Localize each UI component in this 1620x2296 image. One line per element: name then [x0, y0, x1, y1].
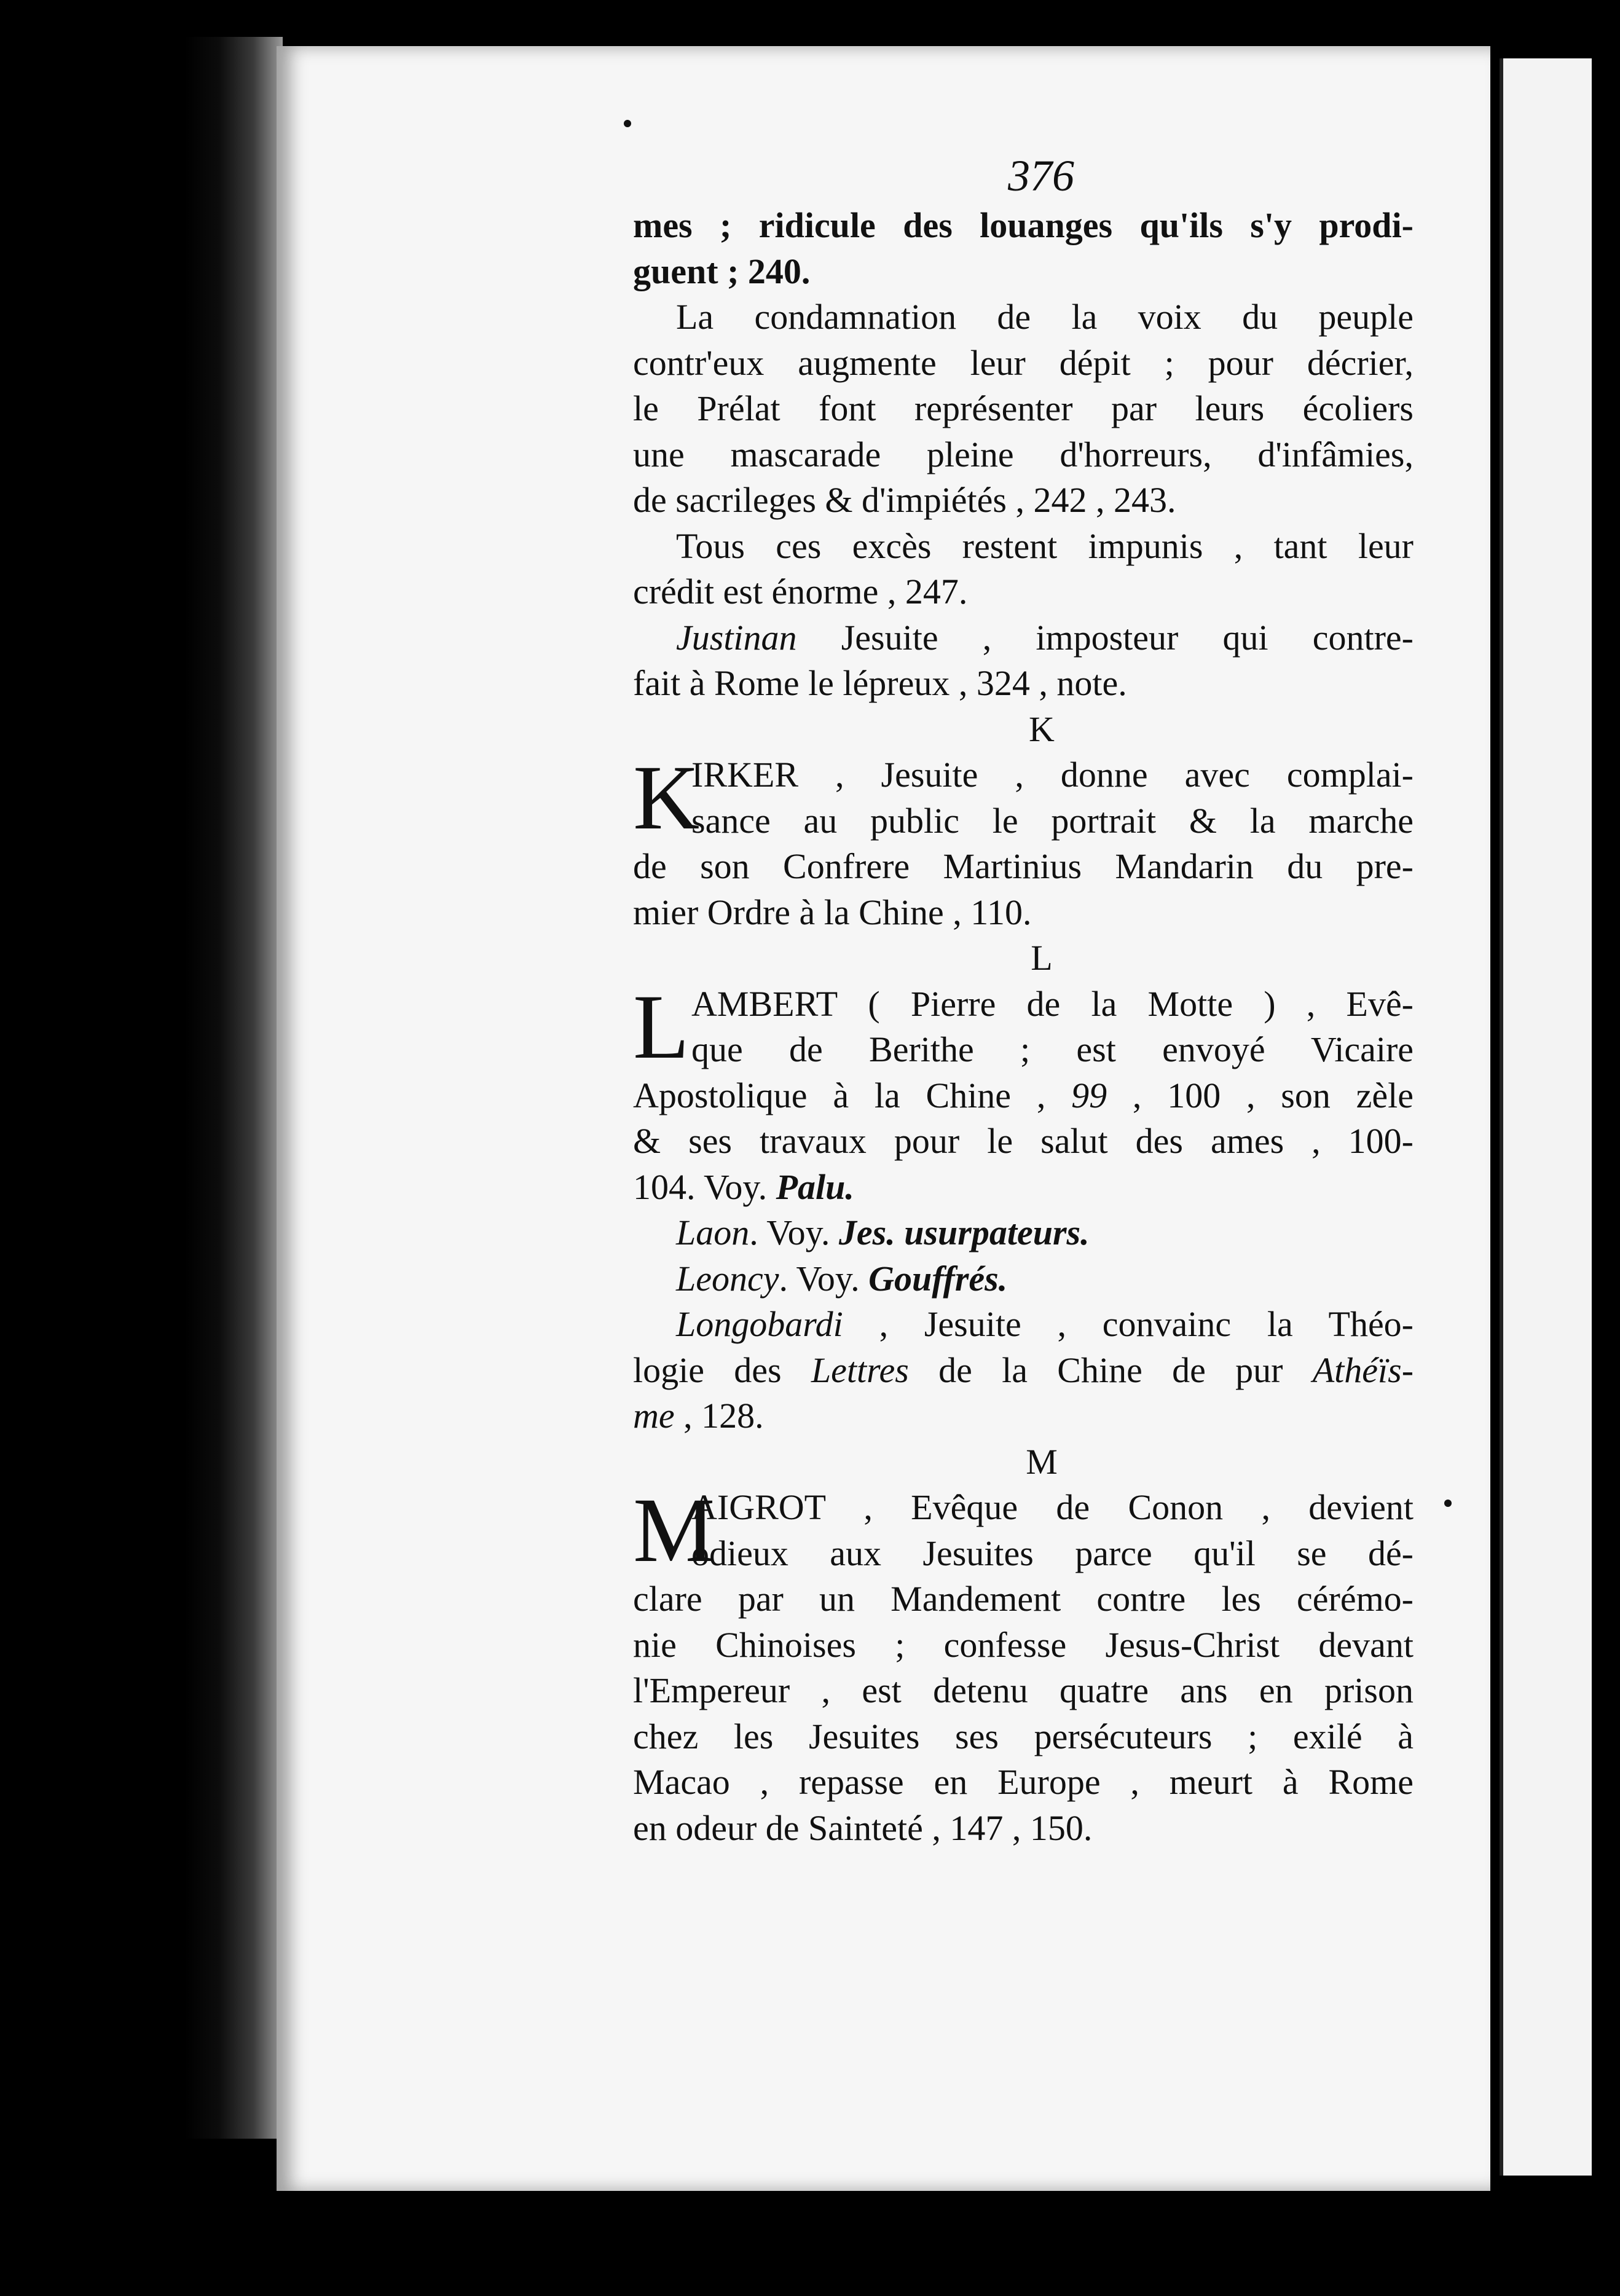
entry-name: Longobardi [676, 1304, 843, 1344]
entry-text: , 128. [674, 1396, 764, 1436]
cross-reference: Palu. [776, 1166, 854, 1207]
cross-reference: Gouffrés. [868, 1258, 1008, 1299]
entry-text: logie des [633, 1350, 811, 1390]
text-line: & ses travaux pour le salut des ames , 100- [633, 1121, 1414, 1161]
text-line: de sacrileges & d'impiétés , 242 , 243. [633, 480, 1176, 520]
cross-reference: Jes. usurpateurs. [838, 1213, 1090, 1252]
text-line [633, 752, 1414, 798]
text-line: chez les Jesuites ses persécuteurs ; exilé à [633, 1716, 1414, 1756]
text-line: La condamnation de la voix du peuple [676, 297, 1414, 337]
entry-text: Jesuite , imposteur qui contre- [796, 617, 1414, 658]
text-line: guent ; 240. [633, 251, 811, 291]
text-line: crédit est énorme , 247. [633, 572, 968, 611]
text-line: mes ; ridicule des louanges qu'ils s'y prodi- [633, 205, 1414, 245]
text-line [633, 1348, 1414, 1394]
emphasis: Athéïs- [1312, 1350, 1414, 1390]
emphasis: me [633, 1396, 675, 1436]
text-line: odieux aux Jesuites parce qu'il se dé- [691, 1533, 1414, 1573]
text-line [633, 1210, 1414, 1256]
text-line: clare par un Mandement contre les cérémo- [633, 1579, 1414, 1619]
text-line: mier Ordre à la Chine , 110. [633, 892, 1032, 932]
entry-maigrot [633, 1479, 1414, 1851]
letter-heading-k: K [1029, 709, 1055, 749]
text-line [633, 1302, 1414, 1348]
text-line: de son Confrere Martinius Mandarin du pre- [633, 846, 1414, 886]
entry-laon [633, 1210, 1414, 1256]
entry-text: . Voy. [749, 1213, 839, 1252]
text-line [633, 1256, 1414, 1302]
entry-name: AMBERT [691, 983, 838, 1024]
facing-page-edge [1500, 58, 1592, 2176]
emphasis: Lettres [811, 1350, 909, 1390]
text-line: contr'eux augmente leur dépit ; pour décrier, [633, 342, 1414, 383]
entry-kirker [633, 747, 1414, 935]
index-text [633, 203, 1414, 1851]
text-line [633, 1485, 1414, 1531]
drop-cap: K [633, 747, 700, 849]
page-number: 376 [1008, 151, 1074, 200]
entry-leoncy [633, 1256, 1414, 1302]
drop-cap: L [633, 975, 690, 1078]
text-line [633, 1165, 1414, 1211]
page-ref: 99 [1071, 1075, 1107, 1115]
letter-heading-m: M [1026, 1441, 1058, 1482]
entry-name: IRKER [691, 755, 798, 795]
entry-name: Laon [676, 1213, 750, 1252]
text-line: nie Chinoises ; confesse Jesus-Christ devant [633, 1624, 1414, 1665]
entry-text: ( Pierre de la Motte ) , Evê- [837, 983, 1414, 1024]
ink-dot [1444, 1500, 1452, 1507]
ink-dot [624, 120, 631, 127]
text-line: en odeur de Sainteté , 147 , 150. [633, 1807, 1093, 1848]
text-line [633, 1073, 1414, 1119]
exces-paragraph [633, 524, 1414, 615]
entry-text: . Voy. [779, 1258, 869, 1299]
text-line: fait à Rome le lépreux , 324 , note. [633, 663, 1127, 703]
entry-text: Apostolique à la Chine , [633, 1075, 1072, 1115]
entry-lambert [633, 975, 1414, 1211]
condamnation-paragraph [633, 294, 1414, 524]
book-spine-shadow [184, 37, 283, 2139]
drop-cap: M [633, 1479, 715, 1581]
entry-text: , Evêque de Conon , devient [825, 1487, 1414, 1527]
text-line: Tous ces excès restent impunis , tant leur [676, 525, 1414, 566]
text-line [633, 1393, 1414, 1439]
text-line: sance au public le portrait & la marche [691, 800, 1414, 841]
text-line: Macao , repasse en Europe , meurt à Rome [633, 1762, 1414, 1802]
entry-text: de la Chine de pur [908, 1350, 1313, 1390]
entry-name: Leoncy [676, 1258, 779, 1299]
text-line: l'Empereur , est detenu quatre ans en prison [633, 1670, 1414, 1710]
entry-text: , Jesuite , convainc la Théo- [843, 1304, 1414, 1344]
text-line: le Prélat font représenter par leurs écoliers [633, 388, 1414, 428]
text-line: que de Berithe ; est envoyé Vicaire [691, 1029, 1414, 1069]
text-line: une mascarade pleine d'horreurs, d'infâmies, [633, 434, 1414, 474]
entry-longobardi [633, 1302, 1414, 1439]
text-line [633, 981, 1414, 1028]
entry-justinan [633, 615, 1414, 707]
letter-heading-l: L [1031, 938, 1053, 978]
entry-text: 104. Voy. [633, 1166, 776, 1207]
entry-text: , 100 , son zèle [1107, 1075, 1414, 1115]
continuation-paragraph [633, 203, 1414, 294]
entry-text: , Jesuite , donne avec complai- [798, 755, 1414, 795]
entry-name: AIGROT [691, 1487, 826, 1527]
text-line [633, 615, 1414, 661]
entry-name: Justinan [676, 617, 797, 658]
